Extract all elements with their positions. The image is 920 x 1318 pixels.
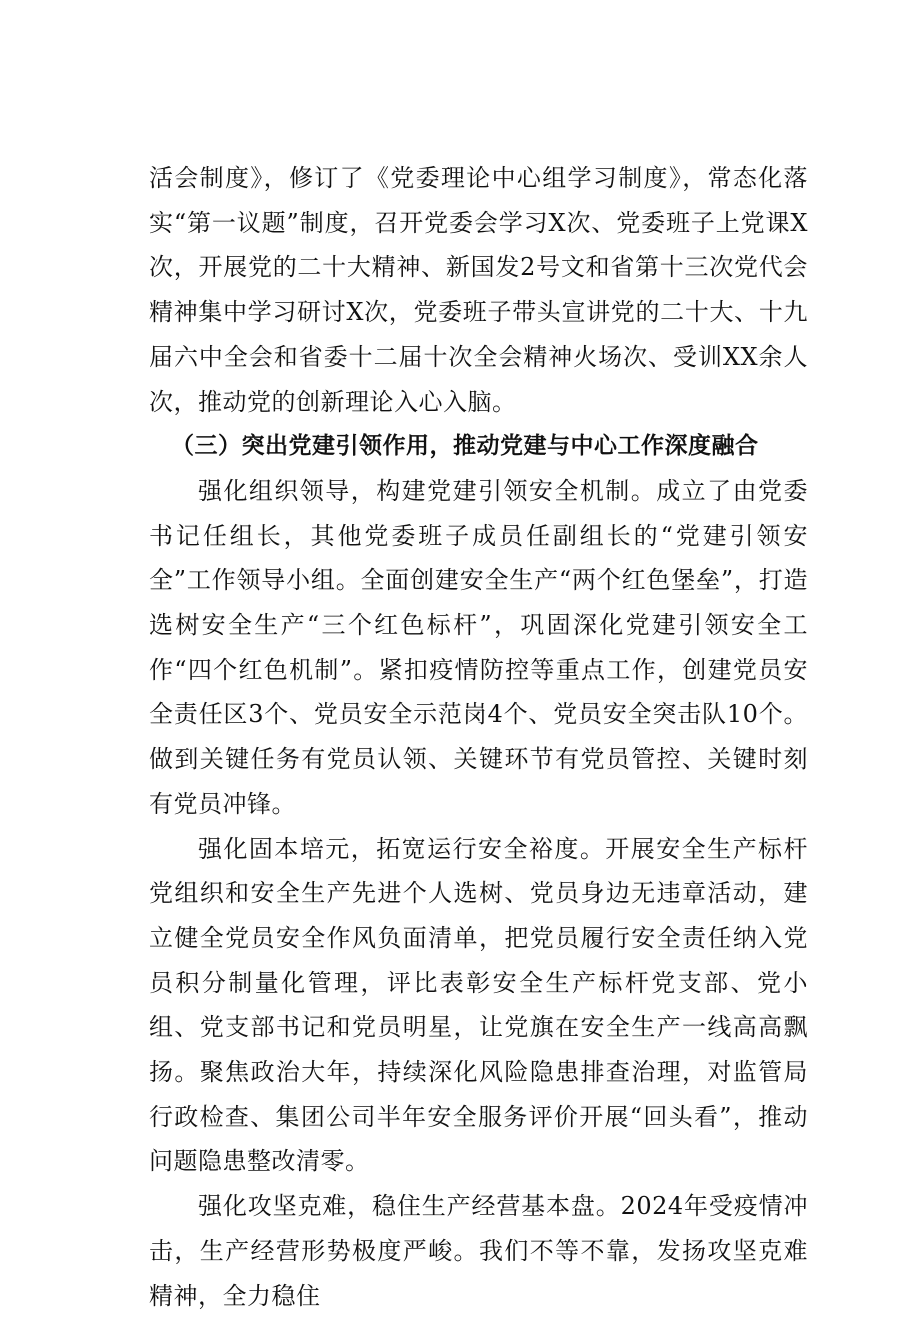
section-heading: （三）突出党建引领作用，推动党建与中心工作深度融合: [171, 433, 759, 460]
paragraph-production-operations: 强化攻坚克难，稳住生产经营基本盘。2024年受疫情冲击，生产经营形势极度严峻。我们不等不靠，发扬攻坚克难精神，全力稳住: [149, 1192, 808, 1310]
paragraph-continuation: 活会制度》，修订了《党委理论中心组学习制度》，常态化落实“第一议题”制度，召开党委会学习X次、党委班子上党课X次，开展党的二十大精神、新国发2号文和省第十三次党代会精神集中学习研讨X次，党委班子带头宣讲党的二十大、十九届六中全会和省委十二届十次全会精神火场次、受训XX余人次，推动党的创新理论入心入脑。: [149, 164, 808, 416]
paragraph-organization-leadership: 强化组织领导，构建党建引领安全机制。成立了由党委书记任组长，其他党委班子成员任副组长的“党建引领安全”工作领导小组。全面创建安全生产“两个红色堡垒”，打造选树安全生产“三个红色标杆”，巩固深化党建引领安全工作“四个红色机制”。紧扣疫情防控等重点工作，创建党员安全责任区3个、党员安全示范岗4个、党员安全突击队10个。做到关键任务有党员认领、关键环节有党员管控、关键时刻有党员冲锋。: [149, 476, 808, 818]
paragraph-safety-margin: 强化固本培元，拓宽运行安全裕度。开展安全生产标杆党组织和安全生产先进个人选树、党员身边无违章活动，建立健全党员安全作风负面清单，把党员履行安全责任纳入党员积分制量化管理，评比表彰安全生产标杆党支部、党小组、党支部书记和党员明星，让党旗在安全生产一线高高飘扬。聚焦政治大年，持续深化风险隐患排查治理，对监管局行政检查、集团公司半年安全服务评价开展“回头看”，推动问题隐患整改清零。: [149, 834, 808, 1176]
document-body: [149, 156, 808, 1318]
